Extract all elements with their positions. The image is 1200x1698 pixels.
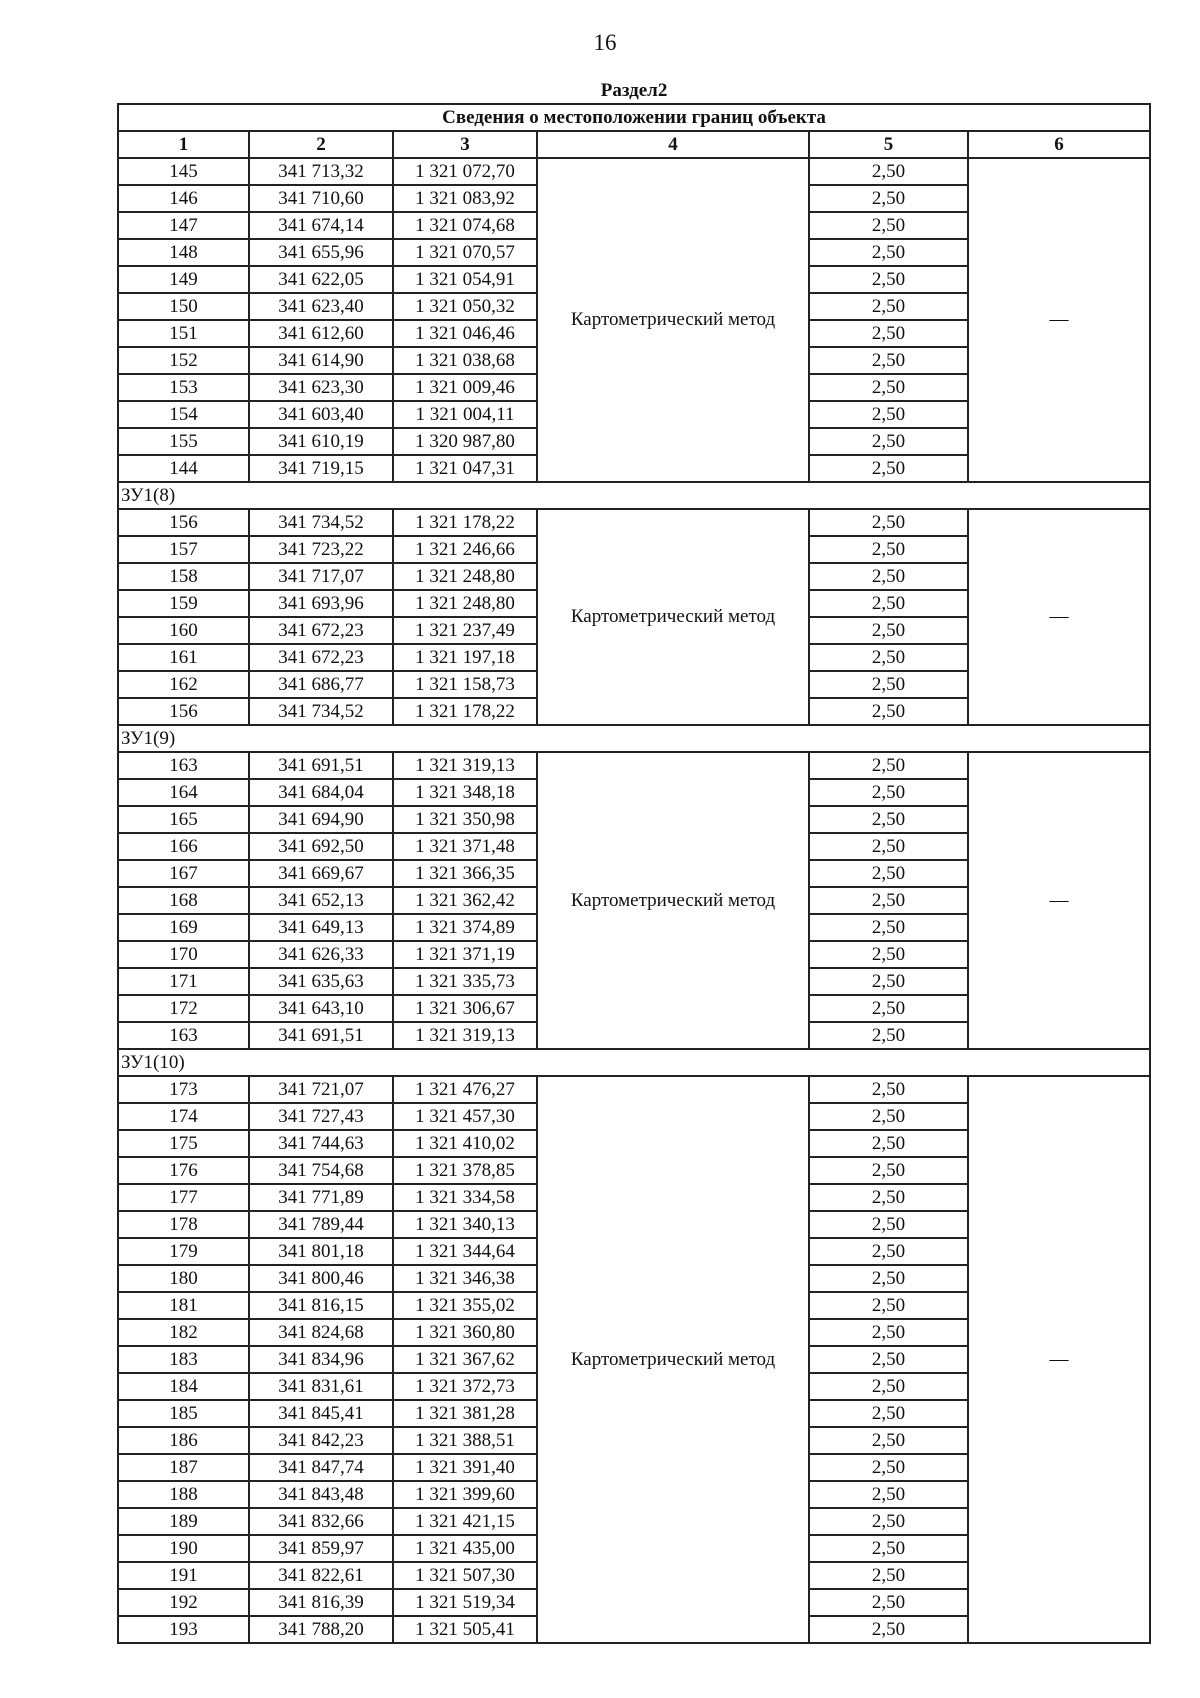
y-coordinate-cell: 1 321 362,42 — [393, 887, 537, 914]
y-coordinate-cell: 1 320 987,80 — [393, 428, 537, 455]
x-coordinate-cell: 341 693,96 — [249, 590, 393, 617]
x-coordinate-cell: 341 623,30 — [249, 374, 393, 401]
point-number-cell: 149 — [118, 266, 249, 293]
x-coordinate-cell: 341 734,52 — [249, 509, 393, 536]
y-coordinate-cell: 1 321 050,32 — [393, 293, 537, 320]
x-coordinate-cell: 341 652,13 — [249, 887, 393, 914]
point-number-cell: 170 — [118, 941, 249, 968]
point-number-cell: 184 — [118, 1373, 249, 1400]
column-header: 3 — [393, 131, 537, 158]
y-coordinate-cell: 1 321 348,18 — [393, 779, 537, 806]
y-coordinate-cell: 1 321 319,13 — [393, 1022, 537, 1049]
precision-cell: 2,50 — [809, 1373, 968, 1400]
point-number-cell: 156 — [118, 698, 249, 725]
y-coordinate-cell: 1 321 355,02 — [393, 1292, 537, 1319]
y-coordinate-cell: 1 321 505,41 — [393, 1616, 537, 1643]
precision-cell: 2,50 — [809, 1022, 968, 1049]
y-coordinate-cell: 1 321 378,85 — [393, 1157, 537, 1184]
precision-cell: 2,50 — [809, 212, 968, 239]
x-coordinate-cell: 341 612,60 — [249, 320, 393, 347]
point-number-cell: 154 — [118, 401, 249, 428]
point-number-cell: 156 — [118, 509, 249, 536]
group-label: ЗУ1(8) — [118, 482, 1150, 509]
y-coordinate-cell: 1 321 306,67 — [393, 995, 537, 1022]
table-row — [118, 509, 1150, 536]
y-coordinate-cell: 1 321 410,02 — [393, 1130, 537, 1157]
column-6-cell: — — [968, 752, 1150, 1049]
column-6-cell: — — [968, 1076, 1150, 1643]
method-cell: Картометрический метод — [537, 1076, 809, 1643]
x-coordinate-cell: 341 622,05 — [249, 266, 393, 293]
precision-cell: 2,50 — [809, 266, 968, 293]
y-coordinate-cell: 1 321 388,51 — [393, 1427, 537, 1454]
x-coordinate-cell: 341 669,67 — [249, 860, 393, 887]
group-label-row — [118, 1049, 1150, 1076]
y-coordinate-cell: 1 321 335,73 — [393, 968, 537, 995]
precision-cell: 2,50 — [809, 509, 968, 536]
point-number-cell: 179 — [118, 1238, 249, 1265]
precision-cell: 2,50 — [809, 1400, 968, 1427]
point-number-cell: 174 — [118, 1103, 249, 1130]
point-number-cell: 160 — [118, 617, 249, 644]
point-number-cell: 188 — [118, 1481, 249, 1508]
column-header: 2 — [249, 131, 393, 158]
precision-cell: 2,50 — [809, 914, 968, 941]
x-coordinate-cell: 341 859,97 — [249, 1535, 393, 1562]
x-coordinate-cell: 341 649,13 — [249, 914, 393, 941]
precision-cell: 2,50 — [809, 158, 968, 185]
precision-cell: 2,50 — [809, 455, 968, 482]
x-coordinate-cell: 341 816,39 — [249, 1589, 393, 1616]
point-number-cell: 152 — [118, 347, 249, 374]
x-coordinate-cell: 341 623,40 — [249, 293, 393, 320]
x-coordinate-cell: 341 723,22 — [249, 536, 393, 563]
column-header: 6 — [968, 131, 1150, 158]
y-coordinate-cell: 1 321 371,19 — [393, 941, 537, 968]
precision-cell: 2,50 — [809, 1427, 968, 1454]
y-coordinate-cell: 1 321 197,18 — [393, 644, 537, 671]
x-coordinate-cell: 341 800,46 — [249, 1265, 393, 1292]
column-6-cell: — — [968, 158, 1150, 482]
precision-cell: 2,50 — [809, 347, 968, 374]
precision-cell: 2,50 — [809, 779, 968, 806]
y-coordinate-cell: 1 321 344,64 — [393, 1238, 537, 1265]
precision-cell: 2,50 — [809, 644, 968, 671]
x-coordinate-cell: 341 692,50 — [249, 833, 393, 860]
point-number-cell: 153 — [118, 374, 249, 401]
precision-cell: 2,50 — [809, 185, 968, 212]
column-6-cell: — — [968, 509, 1150, 725]
x-coordinate-cell: 341 635,63 — [249, 968, 393, 995]
y-coordinate-cell: 1 321 083,92 — [393, 185, 537, 212]
method-cell: Картометрический метод — [537, 752, 809, 1049]
y-coordinate-cell: 1 321 340,13 — [393, 1211, 537, 1238]
point-number-cell: 185 — [118, 1400, 249, 1427]
point-number-cell: 177 — [118, 1184, 249, 1211]
precision-cell: 2,50 — [809, 1508, 968, 1535]
precision-cell: 2,50 — [809, 887, 968, 914]
x-coordinate-cell: 341 672,23 — [249, 617, 393, 644]
y-coordinate-cell: 1 321 246,66 — [393, 536, 537, 563]
x-coordinate-cell: 341 822,61 — [249, 1562, 393, 1589]
precision-cell: 2,50 — [809, 698, 968, 725]
point-number-cell: 169 — [118, 914, 249, 941]
y-coordinate-cell: 1 321 248,80 — [393, 563, 537, 590]
precision-cell: 2,50 — [809, 1292, 968, 1319]
column-header: 1 — [118, 131, 249, 158]
x-coordinate-cell: 341 691,51 — [249, 752, 393, 779]
point-number-cell: 183 — [118, 1346, 249, 1373]
x-coordinate-cell: 341 655,96 — [249, 239, 393, 266]
point-number-cell: 182 — [118, 1319, 249, 1346]
y-coordinate-cell: 1 321 435,00 — [393, 1535, 537, 1562]
x-coordinate-cell: 341 845,41 — [249, 1400, 393, 1427]
x-coordinate-cell: 341 710,60 — [249, 185, 393, 212]
precision-cell: 2,50 — [809, 590, 968, 617]
y-coordinate-cell: 1 321 372,73 — [393, 1373, 537, 1400]
precision-cell: 2,50 — [809, 941, 968, 968]
point-number-cell: 162 — [118, 671, 249, 698]
point-number-cell: 146 — [118, 185, 249, 212]
point-number-cell: 191 — [118, 1562, 249, 1589]
x-coordinate-cell: 341 694,90 — [249, 806, 393, 833]
x-coordinate-cell: 341 721,07 — [249, 1076, 393, 1103]
point-number-cell: 165 — [118, 806, 249, 833]
x-coordinate-cell: 341 691,51 — [249, 1022, 393, 1049]
y-coordinate-cell: 1 321 178,22 — [393, 698, 537, 725]
x-coordinate-cell: 341 610,19 — [249, 428, 393, 455]
column-header-row — [118, 131, 1150, 158]
x-coordinate-cell: 341 834,96 — [249, 1346, 393, 1373]
precision-cell: 2,50 — [809, 374, 968, 401]
column-header: 4 — [537, 131, 809, 158]
y-coordinate-cell: 1 321 367,62 — [393, 1346, 537, 1373]
table-body — [118, 158, 1150, 1643]
y-coordinate-cell: 1 321 476,27 — [393, 1076, 537, 1103]
point-number-cell: 166 — [118, 833, 249, 860]
point-number-cell: 190 — [118, 1535, 249, 1562]
precision-cell: 2,50 — [809, 1562, 968, 1589]
point-number-cell: 187 — [118, 1454, 249, 1481]
point-number-cell: 144 — [118, 455, 249, 482]
table-title-row — [118, 104, 1150, 131]
column-header: 5 — [809, 131, 968, 158]
point-number-cell: 192 — [118, 1589, 249, 1616]
precision-cell: 2,50 — [809, 1535, 968, 1562]
x-coordinate-cell: 341 847,74 — [249, 1454, 393, 1481]
y-coordinate-cell: 1 321 074,68 — [393, 212, 537, 239]
x-coordinate-cell: 341 719,15 — [249, 455, 393, 482]
method-cell: Картометрический метод — [537, 158, 809, 482]
precision-cell: 2,50 — [809, 428, 968, 455]
precision-cell: 2,50 — [809, 1076, 968, 1103]
table-row — [118, 752, 1150, 779]
precision-cell: 2,50 — [809, 1589, 968, 1616]
section-row — [118, 79, 1150, 104]
y-coordinate-cell: 1 321 038,68 — [393, 347, 537, 374]
point-number-cell: 171 — [118, 968, 249, 995]
y-coordinate-cell: 1 321 366,35 — [393, 860, 537, 887]
precision-cell: 2,50 — [809, 293, 968, 320]
point-number-cell: 147 — [118, 212, 249, 239]
point-number-cell: 157 — [118, 536, 249, 563]
x-coordinate-cell: 341 717,07 — [249, 563, 393, 590]
precision-cell: 2,50 — [809, 563, 968, 590]
y-coordinate-cell: 1 321 046,46 — [393, 320, 537, 347]
y-coordinate-cell: 1 321 009,46 — [393, 374, 537, 401]
x-coordinate-cell: 341 842,23 — [249, 1427, 393, 1454]
x-coordinate-cell: 341 672,23 — [249, 644, 393, 671]
group-label: ЗУ1(9) — [118, 725, 1150, 752]
x-coordinate-cell: 341 788,20 — [249, 1616, 393, 1643]
y-coordinate-cell: 1 321 381,28 — [393, 1400, 537, 1427]
precision-cell: 2,50 — [809, 860, 968, 887]
precision-cell: 2,50 — [809, 833, 968, 860]
x-coordinate-cell: 341 643,10 — [249, 995, 393, 1022]
point-number-cell: 158 — [118, 563, 249, 590]
precision-cell: 2,50 — [809, 1103, 968, 1130]
point-number-cell: 151 — [118, 320, 249, 347]
x-coordinate-cell: 341 674,14 — [249, 212, 393, 239]
precision-cell: 2,50 — [809, 1157, 968, 1184]
point-number-cell: 189 — [118, 1508, 249, 1535]
x-coordinate-cell: 341 832,66 — [249, 1508, 393, 1535]
y-coordinate-cell: 1 321 334,58 — [393, 1184, 537, 1211]
group-label: ЗУ1(10) — [118, 1049, 1150, 1076]
x-coordinate-cell: 341 801,18 — [249, 1238, 393, 1265]
boundary-coordinates-table — [117, 79, 1151, 1644]
x-coordinate-cell: 341 713,32 — [249, 158, 393, 185]
y-coordinate-cell: 1 321 248,80 — [393, 590, 537, 617]
point-number-cell: 167 — [118, 860, 249, 887]
y-coordinate-cell: 1 321 047,31 — [393, 455, 537, 482]
y-coordinate-cell: 1 321 371,48 — [393, 833, 537, 860]
point-number-cell: 148 — [118, 239, 249, 266]
precision-cell: 2,50 — [809, 1319, 968, 1346]
precision-cell: 2,50 — [809, 1481, 968, 1508]
precision-cell: 2,50 — [809, 995, 968, 1022]
y-coordinate-cell: 1 321 457,30 — [393, 1103, 537, 1130]
x-coordinate-cell: 341 684,04 — [249, 779, 393, 806]
precision-cell: 2,50 — [809, 617, 968, 644]
y-coordinate-cell: 1 321 519,34 — [393, 1589, 537, 1616]
point-number-cell: 181 — [118, 1292, 249, 1319]
precision-cell: 2,50 — [809, 671, 968, 698]
point-number-cell: 173 — [118, 1076, 249, 1103]
point-number-cell: 186 — [118, 1427, 249, 1454]
group-label-row — [118, 725, 1150, 752]
x-coordinate-cell: 341 771,89 — [249, 1184, 393, 1211]
precision-cell: 2,50 — [809, 239, 968, 266]
x-coordinate-cell: 341 727,43 — [249, 1103, 393, 1130]
precision-cell: 2,50 — [809, 1211, 968, 1238]
point-number-cell: 163 — [118, 1022, 249, 1049]
x-coordinate-cell: 341 831,61 — [249, 1373, 393, 1400]
table-row — [118, 158, 1150, 185]
point-number-cell: 172 — [118, 995, 249, 1022]
precision-cell: 2,50 — [809, 320, 968, 347]
method-cell: Картометрический метод — [537, 509, 809, 725]
point-number-cell: 145 — [118, 158, 249, 185]
y-coordinate-cell: 1 321 004,11 — [393, 401, 537, 428]
point-number-cell: 193 — [118, 1616, 249, 1643]
y-coordinate-cell: 1 321 237,49 — [393, 617, 537, 644]
point-number-cell: 176 — [118, 1157, 249, 1184]
x-coordinate-cell: 341 686,77 — [249, 671, 393, 698]
precision-cell: 2,50 — [809, 1238, 968, 1265]
y-coordinate-cell: 1 321 346,38 — [393, 1265, 537, 1292]
point-number-cell: 161 — [118, 644, 249, 671]
precision-cell: 2,50 — [809, 968, 968, 995]
precision-cell: 2,50 — [809, 401, 968, 428]
x-coordinate-cell: 341 843,48 — [249, 1481, 393, 1508]
y-coordinate-cell: 1 321 399,60 — [393, 1481, 537, 1508]
y-coordinate-cell: 1 321 350,98 — [393, 806, 537, 833]
point-number-cell: 164 — [118, 779, 249, 806]
x-coordinate-cell: 341 603,40 — [249, 401, 393, 428]
point-number-cell: 159 — [118, 590, 249, 617]
precision-cell: 2,50 — [809, 1616, 968, 1643]
point-number-cell: 175 — [118, 1130, 249, 1157]
x-coordinate-cell: 341 734,52 — [249, 698, 393, 725]
x-coordinate-cell: 341 816,15 — [249, 1292, 393, 1319]
y-coordinate-cell: 1 321 319,13 — [393, 752, 537, 779]
x-coordinate-cell: 341 744,63 — [249, 1130, 393, 1157]
point-number-cell: 163 — [118, 752, 249, 779]
section-title: Раздел2 — [118, 79, 1150, 104]
precision-cell: 2,50 — [809, 1346, 968, 1373]
point-number-cell: 168 — [118, 887, 249, 914]
x-coordinate-cell: 341 789,44 — [249, 1211, 393, 1238]
precision-cell: 2,50 — [809, 1184, 968, 1211]
precision-cell: 2,50 — [809, 806, 968, 833]
point-number-cell: 178 — [118, 1211, 249, 1238]
point-number-cell: 150 — [118, 293, 249, 320]
y-coordinate-cell: 1 321 178,22 — [393, 509, 537, 536]
precision-cell: 2,50 — [809, 1130, 968, 1157]
page-number: 16 — [593, 30, 617, 55]
y-coordinate-cell: 1 321 374,89 — [393, 914, 537, 941]
precision-cell: 2,50 — [809, 1454, 968, 1481]
table-row — [118, 1076, 1150, 1103]
x-coordinate-cell: 341 626,33 — [249, 941, 393, 968]
y-coordinate-cell: 1 321 070,57 — [393, 239, 537, 266]
table-title: Сведения о местоположении границ объекта — [118, 104, 1150, 131]
precision-cell: 2,50 — [809, 1265, 968, 1292]
y-coordinate-cell: 1 321 507,30 — [393, 1562, 537, 1589]
y-coordinate-cell: 1 321 158,73 — [393, 671, 537, 698]
precision-cell: 2,50 — [809, 536, 968, 563]
y-coordinate-cell: 1 321 421,15 — [393, 1508, 537, 1535]
x-coordinate-cell: 341 824,68 — [249, 1319, 393, 1346]
y-coordinate-cell: 1 321 391,40 — [393, 1454, 537, 1481]
y-coordinate-cell: 1 321 072,70 — [393, 158, 537, 185]
point-number-cell: 180 — [118, 1265, 249, 1292]
precision-cell: 2,50 — [809, 752, 968, 779]
point-number-cell: 155 — [118, 428, 249, 455]
group-label-row — [118, 482, 1150, 509]
x-coordinate-cell: 341 754,68 — [249, 1157, 393, 1184]
y-coordinate-cell: 1 321 054,91 — [393, 266, 537, 293]
y-coordinate-cell: 1 321 360,80 — [393, 1319, 537, 1346]
x-coordinate-cell: 341 614,90 — [249, 347, 393, 374]
